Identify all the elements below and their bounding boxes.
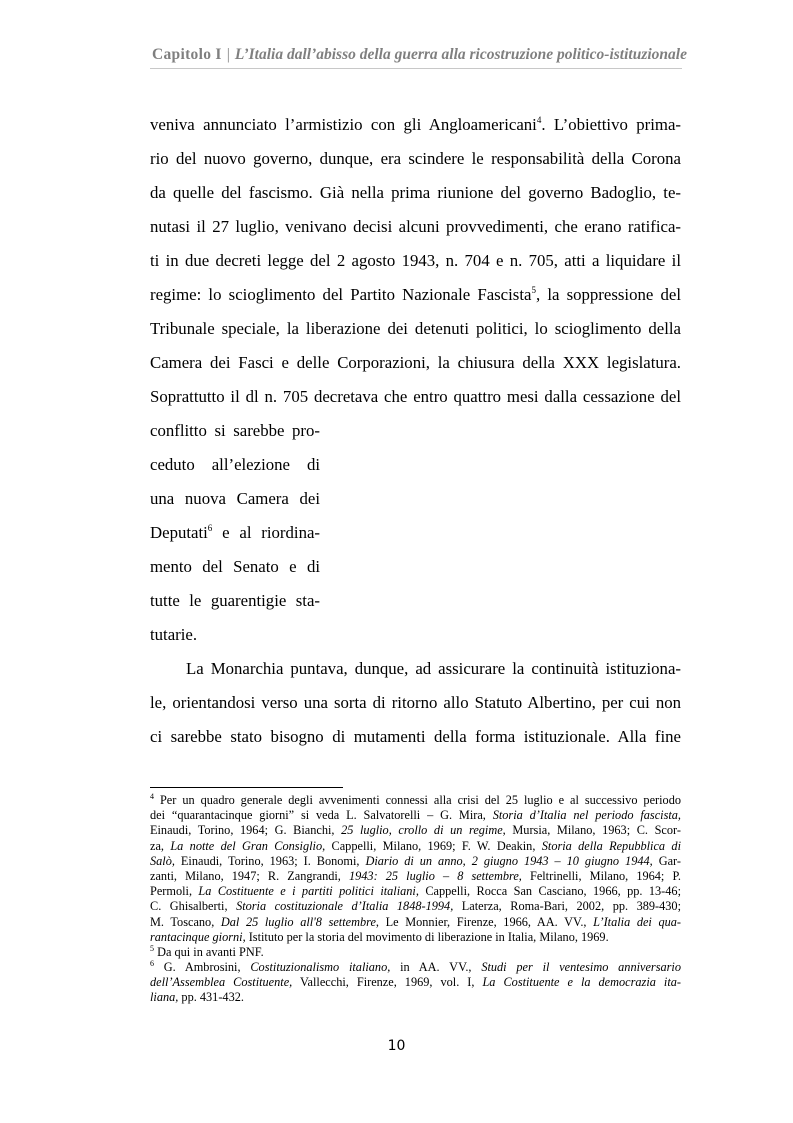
footnote-ref-4[interactable]: 4 <box>536 115 542 125</box>
footnote-line: Einaudi, Torino, 1964; G. Bianchi, 25 luglio, crollo di un regime, Mursia, Milano, 1963; C. Scor- <box>150 823 681 838</box>
header-rule <box>150 68 682 69</box>
footnote-line: dell’Assemblea Costituente, Vallecchi, Firenze, 1969, vol. I, La Costituente e la democrazia ita- <box>150 975 681 990</box>
footnote-6: $^6$ G. Ambrosini, Costituzionalismo italiano, in AA. VV., Studi per il ventesimo anniversario <box>150 959 681 975</box>
chapter-title: L’Italia dall’abisso della guerra alla ricostruzione politico-istituzionale <box>234 46 687 63</box>
body-line: veniva annunciato l’armistizio con gli Angloamericani$^4$. L’obiettivo prima- <box>150 115 682 134</box>
body-line: regime: lo scioglimento del Partito Nazionale Fascista$^5$, la soppressione del <box>150 285 681 304</box>
footnote-line: liana, pp. 431-432. <box>150 990 244 1005</box>
footnote-ref-5[interactable]: 5 <box>531 285 536 295</box>
body-line: Soprattutto il dl n. 705 decretava che entro quattro mesi dalla cessazione del <box>150 387 681 406</box>
body-line: ceduto all’elezione di <box>150 455 320 474</box>
chapter-label: Capitolo I <box>152 46 222 63</box>
body-line: tutte le guarentigie sta- <box>150 591 320 610</box>
footnote-line: C. Ghisalberti, Storia costituzionale d’Italia 1848-1994, Laterza, Roma-Bari, 2002, pp. 389-430; <box>150 899 681 914</box>
footnote-line: rantacinque giorni, Istituto per la storia del movimento di liberazione in Italia, Milano, 1969. <box>150 929 609 944</box>
body-line: Camera dei Fasci e delle Corporazioni, la chiusura della XXX legislatura. <box>150 353 681 372</box>
body-line: tutarie. <box>150 625 198 644</box>
footnote-5: $^5$ Da qui in avanti PNF. <box>150 943 264 959</box>
footnotes <box>150 793 681 1006</box>
footnote-number: 4 <box>150 792 154 801</box>
footnote-line: Permoli, La Costituente e i partiti politici italiani, Cappelli, Rocca San Casciano, 1966, pp. 13-46; <box>150 884 681 899</box>
body-line: da quelle del fascismo. Già nella prima riunione del governo Badoglio, te- <box>150 183 681 202</box>
body-line: nutasi il 27 luglio, venivano decisi alcuni provvedimenti, che erano ratifica- <box>150 217 681 236</box>
footnote-line: M. Toscano, Dal 25 luglio all'8 settembre, Le Monnier, Firenze, 1966, AA. VV., L’Italia dei qua- <box>150 914 682 929</box>
body-line: ti in due decreti legge del 2 agosto 1943, n. 704 e n. 705, atti a liquidare il <box>150 251 681 270</box>
footnote-number: 6 <box>150 959 154 969</box>
body-line: Tribunale speciale, la liberazione dei detenuti politici, lo scioglimento della <box>150 319 681 338</box>
body-line: conflitto si sarebbe pro- <box>150 421 320 440</box>
body-line: mento del Senato e di <box>150 557 320 576</box>
body-line: le, orientandosi verso una sorta di ritorno allo Statuto Albertino, per cui non <box>150 693 681 712</box>
body-line: ci sarebbe stato bisogno di mutamenti della forma istituzionale. Alla fine <box>150 727 681 746</box>
body-line: rio del nuovo governo, dunque, era scindere le responsabilità della Corona <box>150 149 681 168</box>
body-line: una nuova Camera dei <box>150 489 320 508</box>
body-line: La Monarchia puntava, dunque, ad assicurare la continuità istituziona- <box>186 659 681 678</box>
footnote-line: Salò, Einaudi, Torino, 1963; I. Bonomi, Diario di un anno, 2 giugno 1943 – 10 giugno 1944, Gar- <box>150 853 681 868</box>
page-number: 10 <box>387 1038 406 1054</box>
footnote-separator <box>150 787 343 788</box>
footnote-number: 5 <box>150 943 154 953</box>
footnote-4: $^4$ Per un quadro generale degli avvenimenti connessi alla crisi del 25 luglio e al successivo periodo <box>150 792 681 807</box>
body-line: Deputati$^6$ e al riordina- <box>150 523 320 542</box>
footnote-ref-6[interactable]: 6 <box>207 523 213 533</box>
footnote-line: dei “quarantacinque giorni” si veda L. Salvatorelli – G. Mira, Storia d’Italia nel periodo fascista, <box>150 808 682 823</box>
footnote-line: za, La notte del Gran Consiglio, Cappelli, Milano, 1969; F. W. Deakin, Storia della Repubblica di <box>150 838 681 853</box>
running-header <box>152 46 687 68</box>
header-separator: | <box>226 46 230 63</box>
footnote-line: zanti, Milano, 1947; R. Zangrandi, 1943: 25 luglio – 8 settembre, Feltrinelli, Milano, 1964; P. <box>150 868 681 883</box>
